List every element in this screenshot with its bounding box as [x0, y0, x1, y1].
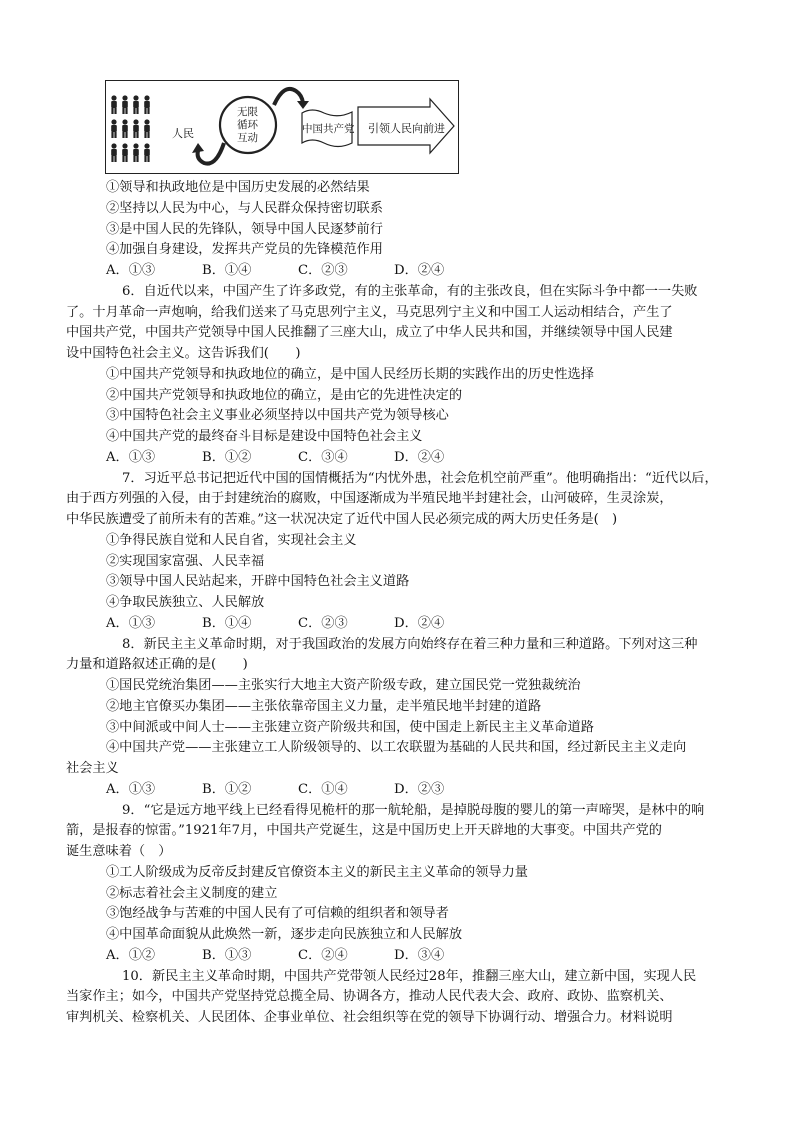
q5-option-c: C．②③: [298, 263, 348, 278]
q9-stem-1: 9．“它是远方地平线上已经看得见桅杆的那一航轮船，是掉脱母腹的婴儿的第一声啼哭，是林中的响: [122, 802, 705, 818]
q8-stem-2: 力量和道路叙述正确的是( ): [66, 657, 248, 673]
q7-statement-2: ②实现国家富强、人民幸福: [106, 553, 265, 569]
q7-options: [104, 614, 724, 635]
q6-statement-4: ④中国共产党的最终奋斗目标是建设中国特色社会主义: [106, 429, 423, 444]
q9-statement-2: ②标志着社会主义制度的建立: [106, 885, 278, 901]
question-10: [66, 967, 724, 1029]
q6-stem-1: 6．自近代以来，中国产生了许多政党，有的主张革命，有的主张改良，但在实际斗争中都一一失败: [122, 283, 698, 299]
q9-statement-4: ④中国革命面貌从此焕然一新，逐步走向民族独立和人民解放: [106, 927, 463, 942]
q6-stem-3: 中国共产党，中国共产党领导中国人民推翻了三座大山，成立了中华人民共和国，并继续领导中国人民建: [66, 325, 673, 341]
q9-option-a: A．①②: [106, 947, 156, 963]
q9-option-c: C．②④: [298, 947, 348, 963]
q8-statement-4-cont: 社会主义: [66, 761, 119, 776]
q9-statement-3: ③饱经战争与苦难的中国人民有了可信赖的组织者和领导者: [106, 906, 449, 922]
people-label: 人民: [172, 127, 194, 140]
q6-statement-1: ①中国共产党领导和执政地位的确立，是中国人民经历长期的实践作出的历史性选择: [106, 366, 594, 382]
q5-option-b: B．①④: [202, 263, 252, 278]
q5-option-d: D．②④: [394, 263, 445, 278]
q7-statement-1: ①争得民族自觉和人民自省，实现社会主义: [106, 532, 357, 548]
q7-option-c: C．②③: [298, 615, 348, 631]
arrow-label: 引领人民向前进: [368, 122, 445, 135]
q9-option-b: B．①③: [202, 947, 252, 963]
q7-stem-2: 由于西方列强的入侵，由于封建统治的腐败，中国逐渐成为半殖民地半封建社会，山河破碎，生灵涂炭，: [66, 491, 673, 507]
q5-statement-3: ③是中国人民的先锋队，领导中国人民逐梦前行: [106, 221, 383, 237]
questions-text: [66, 178, 724, 1029]
question-7: [66, 469, 724, 635]
q7-option-a: A．①③: [106, 615, 156, 631]
q7-option-b: B．①④: [202, 615, 252, 631]
q6-option-a: A．①③: [106, 449, 156, 465]
q8-option-a: A．①③: [106, 781, 156, 797]
q9-stem-3: 诞生意味着（ ）: [66, 844, 172, 859]
q9-option-d: D．③④: [394, 947, 445, 963]
q10-stem-2: 当家作主；如今，中国共产党坚持党总揽全局、协调各方，推动人民代表大会、政府、政协、监察机关、: [66, 989, 673, 1005]
q8-stem-1: 8．新民主主义革命时期，对于我国政治的发展方向始终存在着三种力量和三种道路。下列对这三种: [122, 636, 698, 652]
q9-stem-2: 箭，是报春的惊雷。”1921年7月，中国共产党诞生，这是中国历史上开天辟地的大事变。中国共产党的: [66, 823, 662, 839]
q7-stem-3: 中华民族遭受了前所未有的苦难。”这一状况决定了近代中国人民必须完成的两大历史任务是( ): [66, 512, 618, 527]
q8-statement-2: ②地主官僚买办集团——主张依靠帝国主义力量，走半殖民地半封建的道路: [106, 698, 542, 714]
q6-option-d: D．②④: [394, 449, 445, 465]
question-6: [66, 282, 724, 469]
q6-statement-3: ③中国特色社会主义事业必须坚持以中国共产党为领导核心: [106, 408, 449, 424]
q5-statement-2: ②坚持以人民为中心，与人民群众保持密切联系: [106, 200, 383, 216]
q7-statement-3: ③领导中国人民站起来，开辟中国特色社会主义道路: [106, 574, 410, 590]
question-5-tail: [104, 178, 724, 282]
q6-option-b: B．①②: [202, 449, 252, 465]
q5-option-a: A．①③: [106, 263, 156, 278]
q8-option-b: B．①②: [202, 781, 252, 797]
q7-option-d: D．②④: [394, 615, 445, 631]
q5-options: [104, 261, 724, 282]
q6-statement-2: ②中国共产党领导和执政地位的确立，是由它的先进性决定的: [106, 387, 463, 403]
q8-option-d: D．②③: [394, 781, 445, 797]
q9-statement-1: ①工人阶级成为反帝反封建反官僚资本主义的新民主主义革命的领导力量: [106, 864, 528, 880]
q8-statement-3: ③中间派或中间人士——主张建立资产阶级共和国，使中国走上新民主主义革命道路: [106, 719, 594, 735]
q8-statement-1: ①国民党统治集团——主张实行大地主大资产阶级专政，建立国民党一党独裁统治: [106, 678, 581, 693]
q7-stem-1: 7．习近平总书记把近代中国的国情概括为“内忧外患，社会危机空前严重”。他明确指出：“近代以后，: [122, 470, 718, 486]
q5-statement-4: ④加强自身建设，发挥共产党员的先锋模范作用: [106, 242, 383, 258]
q8-options: [104, 780, 724, 801]
q8-statement-4: ④中国共产党——主张建立工人阶级领导的、以工农联盟为基础的人民共和国，经过新民主主义走向: [106, 740, 687, 756]
party-people-diagram: [105, 80, 459, 174]
q10-stem-1: 10．新民主主义革命时期，中国共产党带领人民经过28年，推翻三座大山，建立新中国，实现人民: [122, 968, 697, 984]
q8-option-c: C．①④: [298, 781, 348, 797]
q6-stem-4: 设中国特色社会主义。这告诉我们( ): [66, 346, 301, 361]
people-group-icon: [111, 95, 150, 162]
question-8: [66, 635, 724, 801]
question-9: [66, 801, 724, 967]
q7-statement-4: ④争取民族独立、人民解放: [106, 595, 265, 610]
party-label: 中国共产党: [302, 123, 355, 135]
q6-options: [104, 448, 724, 469]
q9-options: [104, 946, 724, 967]
cycle-label: 无限 循环 互动: [237, 106, 258, 144]
q6-stem-2: 了。十月革命一声炮响，给我们送来了马克思列宁主义，马克思列宁主义和中国工人运动相结合，产生了: [66, 304, 673, 320]
lower-curve-arrow-icon: [198, 143, 224, 164]
q10-stem-3: 审判机关、检察机关、人民团体、企事业单位、社会组织等在党的领导下协调行动、增强合力。材料说明: [66, 1010, 673, 1025]
q6-option-c: C．③④: [298, 449, 348, 465]
q5-statement-1: ①领导和执政地位是中国历史发展的必然结果: [106, 180, 370, 195]
